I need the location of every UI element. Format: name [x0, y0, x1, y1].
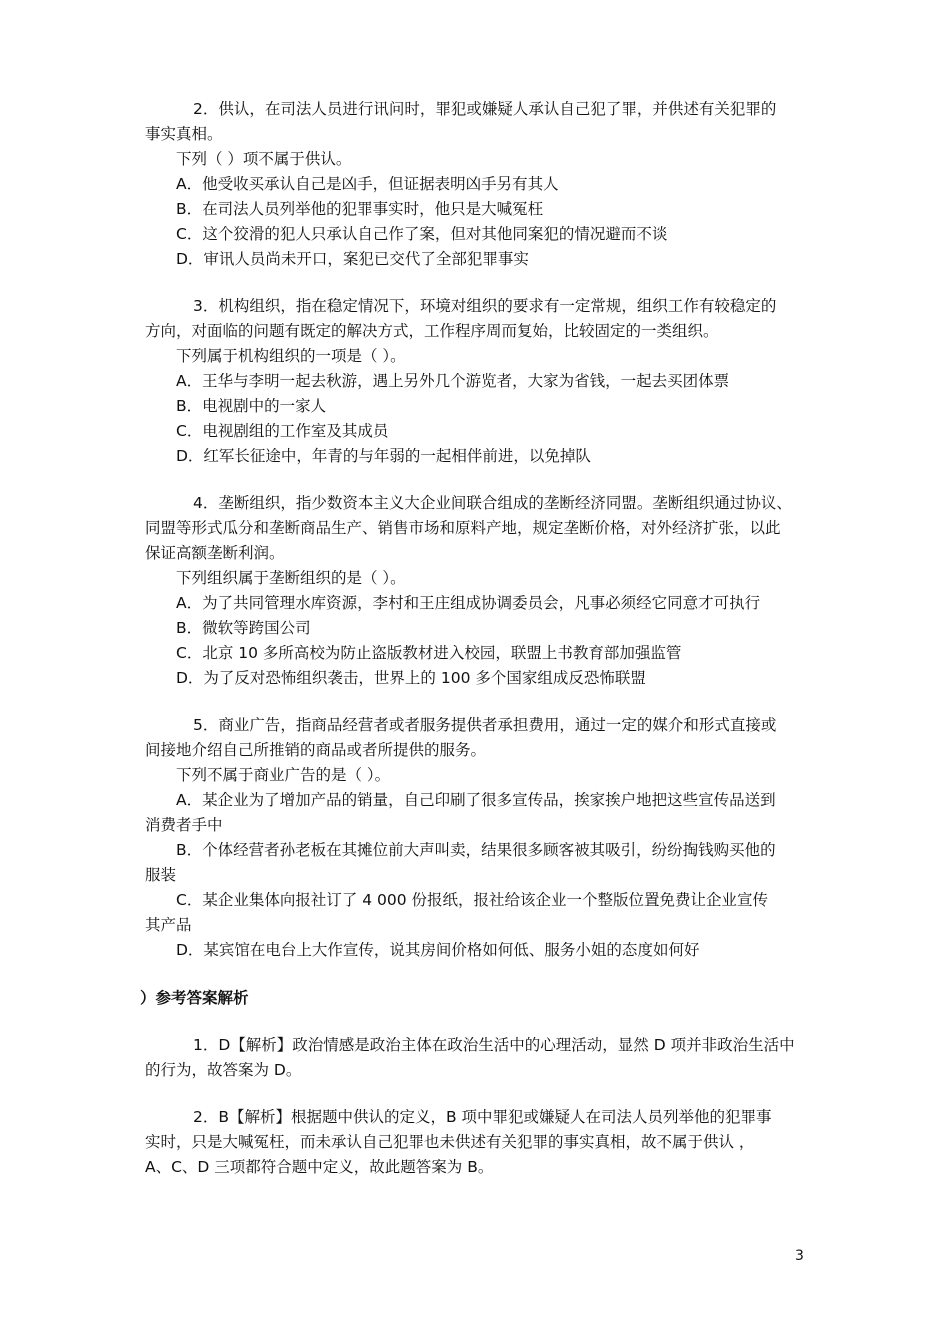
q2-option-c: C．这个狡滑的犯人只承认自己作了案，但对其他同案犯的情况避而不谈	[176, 225, 668, 243]
answer-2-line-1: 2．B【解析】根据题中供认的定义，B 项中罪犯或嫌疑人在司法人员列举他的犯罪事	[193, 1108, 772, 1126]
q2-option-a: A．他受收买承认自己是凶手，但证据表明凶手另有其人	[176, 175, 559, 193]
q2-prompt: 下列（ ）项不属于供认。	[176, 150, 352, 168]
answer-1-line-2: 的行为，故答案为 D。	[145, 1061, 302, 1079]
answer-1-line-1: 1．D【解析】政治情感是政治主体在政治生活中的心理活动，显然 D 项并非政治生活中	[193, 1036, 795, 1054]
q5-stem-line-1: 5．商业广告，指商品经营者或者服务提供者承担费用，通过一定的媒介和形式直接或	[193, 716, 777, 734]
q3-prompt: 下列属于机构组织的一项是（ ）。	[176, 347, 406, 365]
q4-prompt: 下列组织属于垄断组织的是（ ）。	[176, 569, 406, 587]
q2-stem-line-2: 事实真相。	[145, 125, 223, 143]
q2-option-d: D．审讯人员尚未开口，案犯已交代了全部犯罪事实	[176, 250, 529, 268]
q4-option-d: D．为了反对恐怖组织袭击，世界上的 100 多个国家组成反恐怖联盟	[176, 669, 646, 687]
q5-option-d: D．某宾馆在电台上大作宣传，说其房间价格如何低、服务小姐的态度如何好	[176, 941, 700, 959]
q5-option-c-line-1: C．某企业集体向报社订了 4 000 份报纸，报社给该企业一个整版位置免费让企业宣传	[176, 891, 769, 909]
q2-stem-line-1: 2．供认，在司法人员进行讯问时，罪犯或嫌疑人承认自己犯了罪，并供述有关犯罪的	[193, 100, 777, 118]
q3-option-a: A．王华与李明一起去秋游，遇上另外几个游览者，大家为省钱，一起去买团体票	[176, 372, 730, 390]
q4-option-c: C．北京 10 多所高校为防止盗版教材进入校园，联盟上书教育部加强监管	[176, 644, 682, 662]
q3-option-b: B．电视剧中的一家人	[176, 397, 327, 415]
q5-option-c-line-2: 其产品	[145, 916, 192, 934]
q3-stem-line-2: 方向，对面临的问题有既定的解决方式，工作程序周而复始，比较固定的一类组织。	[145, 322, 719, 340]
q4-stem-line-1: 4．垄断组织，指少数资本主义大企业间联合组成的垄断经济同盟。垄断组织通过协议、	[193, 494, 792, 512]
q2-option-b: B．在司法人员列举他的犯罪事实时，他只是大喊冤枉	[176, 200, 544, 218]
q3-stem-line-1: 3．机构组织，指在稳定情况下，环境对组织的要求有一定常规，组织工作有较稳定的	[193, 297, 777, 315]
q4-stem-line-2: 同盟等形式瓜分和垄断商品生产、销售市场和原料产地，规定垄断价格，对外经济扩张，以此	[145, 519, 781, 537]
q3-option-d: D．红军长征途中，年青的与年弱的一起相伴前进，以免掉队	[176, 447, 591, 465]
q4-option-a: A．为了共同管理水库资源，李村和王庄组成协调委员会，凡事必须经它同意才可执行	[176, 594, 761, 612]
page-number: 3	[795, 1248, 804, 1264]
q3-option-c: C．电视剧组的工作室及其成员	[176, 422, 389, 440]
q4-stem-line-3: 保证高额垄断利润。	[145, 544, 285, 562]
answer-2-line-2: 实时，只是大喊冤枉，而未承认自己犯罪也未供述有关犯罪的事实真相，故不属于供认 ，	[145, 1133, 755, 1151]
q5-option-b-line-1: B．个体经营者孙老板在其摊位前大声叫卖，结果很多顾客被其吸引，纷纷掏钱购买他的	[176, 841, 776, 859]
q4-option-b: B．微软等跨国公司	[176, 619, 311, 637]
answer-section-heading: ）参考答案解析	[140, 989, 249, 1007]
q5-option-a-line-2: 消费者手中	[145, 816, 223, 834]
q5-option-b-line-2: 服装	[145, 866, 177, 884]
q5-stem-line-2: 间接地介绍自己所推销的商品或者所提供的服务。	[145, 741, 487, 759]
q5-prompt: 下列不属于商业广告的是（ ）。	[176, 766, 391, 784]
q5-option-a-line-1: A．某企业为了增加产品的销量，自己印刷了很多宣传品，挨家挨户地把这些宣传品送到	[176, 791, 776, 809]
answer-2-line-3: A、C、D 三项都符合题中定义，故此题答案为 B。	[145, 1158, 494, 1176]
